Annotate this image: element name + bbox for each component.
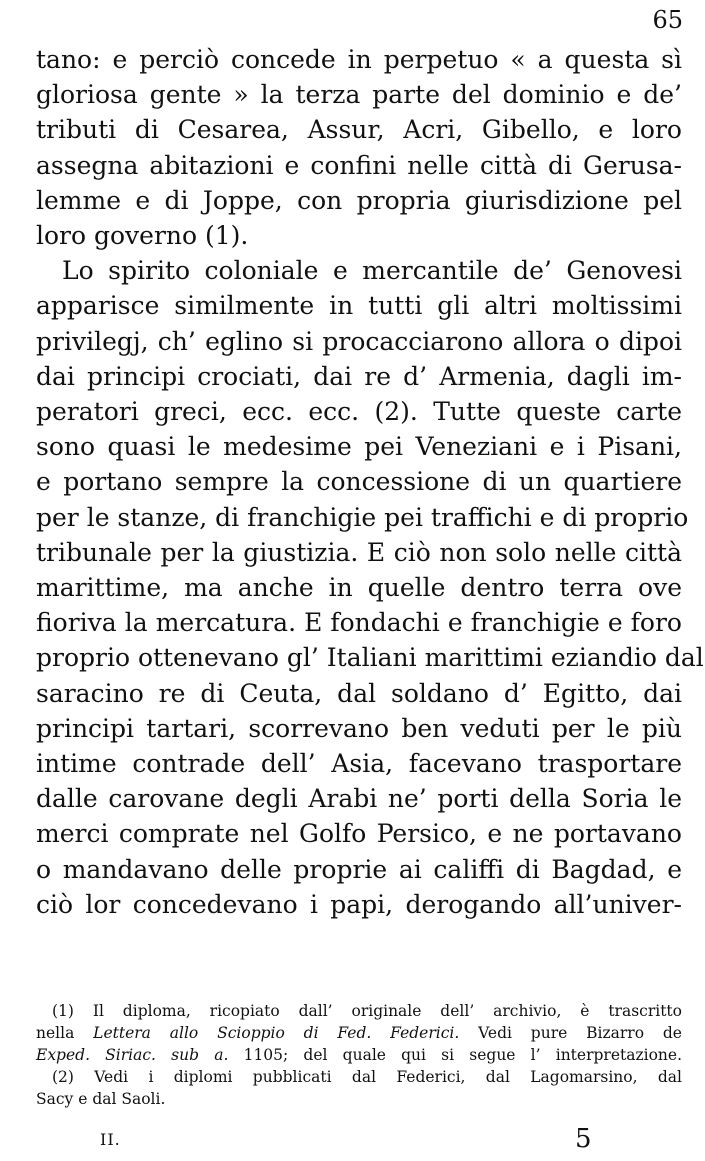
text-line: principi tartari, scorrevano ben veduti per le più — [36, 713, 682, 743]
text-line: peratori greci, ecc. ecc. (2). Tutte queste carte — [36, 397, 682, 427]
text-line: sono quasi le medesime pei Veneziani e i Pisani, — [36, 432, 682, 462]
footnotes — [36, 1000, 682, 1110]
footnote-line — [36, 1044, 682, 1066]
signature-mark: II. — [100, 1130, 121, 1149]
text-line: tributi di Cesarea, Assur, Acri, Gibello, e loro — [36, 115, 682, 145]
text-line: o mandavano delle proprie ai califfi di Bagdad, e — [36, 854, 682, 884]
footnote-text: Vedi pure Bizarro de — [459, 1024, 682, 1042]
footnote-line — [36, 1022, 682, 1044]
footnote-citation: Exped. Siriac. sub a. — [36, 1046, 229, 1064]
footer-number: 5 — [575, 1124, 592, 1154]
text-line: lemme e di Joppe, con propria giurisdizione pel — [36, 185, 682, 215]
text-line: Lo spirito coloniale e mercantile de’ Genovesi — [62, 256, 682, 286]
footnote-citation: Lettera allo Scioppio di Fed. Federici. — [93, 1024, 460, 1042]
text-line: e portano sempre la concessione di un quartiere — [36, 467, 682, 497]
text-line: saracino re di Ceuta, dal soldano d’ Egitto, dai — [36, 678, 682, 708]
text-line: fioriva la mercatura. E fondachi e franchigie e foro — [36, 608, 682, 638]
text-line: tano: e perciò concede in perpetuo « a questa sì — [36, 45, 682, 74]
text-line: proprio ottenevano gl’ Italiani marittimi eziandio dal — [36, 643, 704, 673]
text-line: loro governo (1). — [36, 221, 249, 251]
text-line: tribunale per la giustizia. E ciò non solo nelle città — [36, 537, 682, 567]
text-line: gloriosa gente » la terza parte del dominio e de’ — [36, 80, 682, 110]
text-line: ciò lor concedevano i papi, derogando all’univer- — [36, 889, 682, 919]
body-text — [36, 42, 704, 922]
text-line: dai principi crociati, dai re d’ Armenia, dagli im- — [36, 361, 682, 391]
footnote-text: nella — [36, 1024, 94, 1042]
footnote-line: (2) Vedi i diplomi pubblicati dal Federici, dal Lagomarsino, dal — [52, 1068, 682, 1086]
text-line: merci comprate nel Golfo Persico, e ne portavano — [36, 819, 682, 849]
footnote-line: (1) Il diploma, ricopiato dall’ originale dell’ archivio, è trascritto — [52, 1002, 682, 1020]
text-line: intime contrade dell’ Asia, facevano trasportare — [36, 749, 682, 779]
text-line: apparisce similmente in tutti gli altri moltissimi — [36, 291, 682, 321]
page-number: 65 — [652, 6, 683, 34]
text-line: marittime, ma anche in quelle dentro terra ove — [36, 573, 682, 603]
text-line: assegna abitazioni e confini nelle città di Gerusa- — [36, 150, 682, 180]
text-line: dalle carovane degli Arabi ne’ porti della Soria le — [36, 784, 682, 814]
text-line: per le stanze, di franchigie pei traffichi e di proprio — [36, 502, 689, 532]
text-line: privilegj, ch’ eglino si procacciarono allora o dipoi — [36, 326, 682, 356]
footnote-line: Sacy e dal Saoli. — [36, 1090, 166, 1108]
footnote-text: 1105; del quale qui si segue l’ interpretazione. — [228, 1046, 682, 1064]
